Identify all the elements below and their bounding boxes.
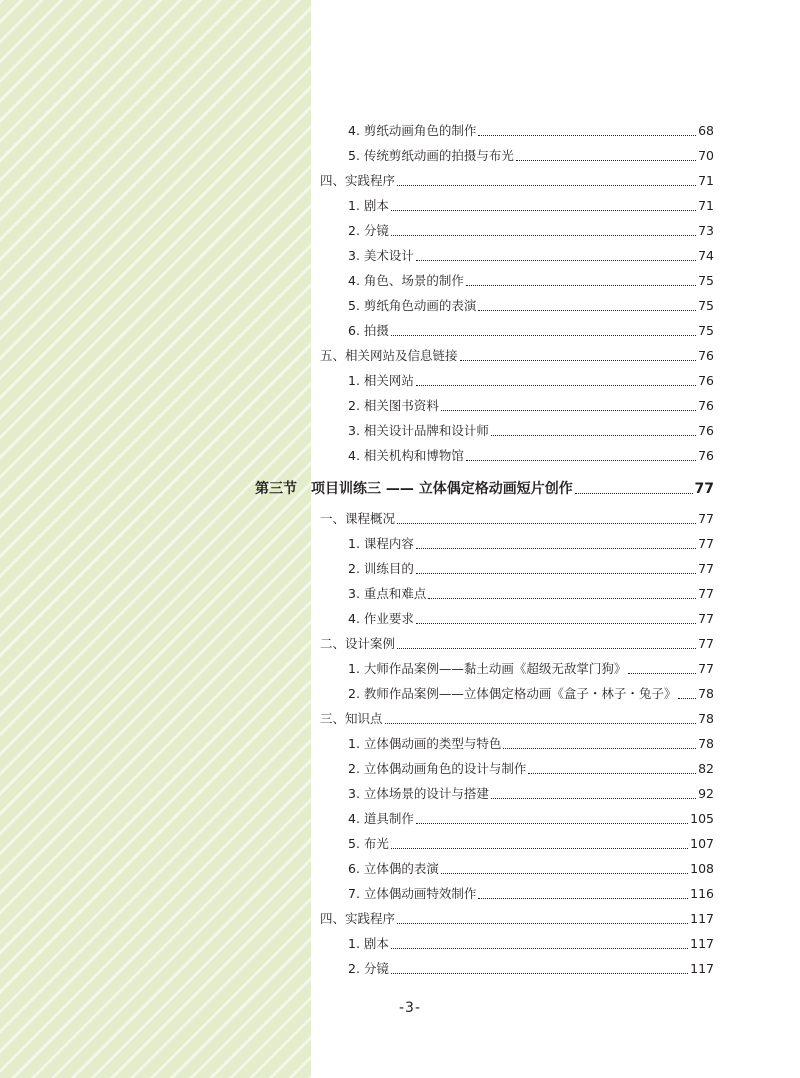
toc-entry[interactable] [348,681,714,703]
toc-entry-page: 76 [698,398,714,413]
toc-entry-page: 105 [690,811,714,826]
toc-entry[interactable] [348,781,714,803]
toc-entry-page: 78 [698,686,714,701]
toc-entry-page: 74 [698,248,714,263]
toc-entry-page: 76 [698,423,714,438]
leader-dots [416,385,696,386]
toc-entry[interactable] [348,118,714,140]
toc-entry-label: 3. 立体场景的设计与搭建 [348,786,489,801]
toc-entry-label: 1. 剧本 [348,198,389,213]
toc-entry[interactable] [348,931,714,953]
toc-entry-page: 77 [698,636,714,651]
toc-entry-label: 二、设计案例 [320,636,396,651]
toc-entry-page: 73 [698,223,714,238]
leader-dots [397,923,688,924]
toc-entry[interactable] [348,531,714,553]
toc-entry[interactable] [320,631,714,653]
toc-entry-label: 2. 训练目的 [348,561,414,576]
leader-dots [491,798,696,799]
leader-dots [416,623,696,624]
toc-entry-page: 68 [698,123,714,138]
toc-entry[interactable] [320,343,714,365]
leader-dots [441,873,688,874]
toc-entry[interactable] [348,193,714,215]
toc-entry[interactable] [348,756,714,778]
leader-dots [416,548,696,549]
toc-entry[interactable] [348,731,714,753]
toc-entry-label: 5. 布光 [348,836,389,851]
toc-entry-page: 117 [690,911,714,926]
toc-entry-page: 77 [698,536,714,551]
toc-entry-page: 76 [698,448,714,463]
toc-entry[interactable] [320,168,714,190]
toc-entry-label: 4. 角色、场景的制作 [348,273,464,288]
leader-dots [466,285,696,286]
leader-dots [416,573,696,574]
toc-entry-label: 5. 剪纸角色动画的表演 [348,298,477,313]
toc-entry-label: 4. 剪纸动画角色的制作 [348,123,477,138]
toc-entry[interactable] [348,143,714,165]
toc-entry[interactable] [348,856,714,878]
toc-entry[interactable] [348,293,714,315]
toc-entry[interactable] [348,318,714,340]
leader-dots [416,260,696,261]
toc-entry[interactable] [348,556,714,578]
toc-entry[interactable] [320,706,714,728]
leader-dots [575,493,693,494]
toc-entry-page: 78 [698,711,714,726]
toc-entry[interactable] [348,243,714,265]
toc-entry-page: 76 [698,373,714,388]
leader-dots [528,773,696,774]
leader-dots [503,748,696,749]
toc-entry-page: 75 [698,273,714,288]
toc-entry-label: 三、知识点 [320,711,383,726]
toc-entry[interactable] [348,606,714,628]
toc-entry[interactable] [348,831,714,853]
toc-entry-label: 2. 教师作品案例——立体偶定格动画《盒子・林子・兔子》 [348,686,677,701]
leader-dots [428,598,696,599]
toc-entry-label: 2. 相关图书资料 [348,398,439,413]
toc-entry-page: 76 [698,348,714,363]
toc-entry[interactable] [348,393,714,415]
toc-entry-label: 5. 传统剪纸动画的拍摄与布光 [348,148,514,163]
toc-entry-label: 4. 道具制作 [348,811,414,826]
leader-dots [516,160,696,161]
toc-entry-page: 82 [698,761,714,776]
toc-entry-label: 3. 美术设计 [348,248,414,263]
toc-entry-label: 1. 课程内容 [348,536,414,551]
toc-entry[interactable] [348,806,714,828]
toc-entry[interactable] [348,218,714,240]
leader-dots [391,335,696,336]
toc-entry-page: 71 [698,173,714,188]
toc-entry[interactable] [348,881,714,903]
toc-entry-page: 75 [698,323,714,338]
leader-dots [478,898,688,899]
toc-entry-page: 92 [698,786,714,801]
toc-entry-page: 77 [698,511,714,526]
leader-dots [391,948,688,949]
toc-entry-page: 77 [694,481,714,497]
toc-entry-label: 7. 立体偶动画特效制作 [348,886,477,901]
leader-dots [628,673,696,674]
page-number: -3- [398,1000,421,1016]
toc-entry-page: 78 [698,736,714,751]
toc-entry[interactable] [320,906,714,928]
toc-entry-label: 4. 作业要求 [348,611,414,626]
leader-dots [391,235,696,236]
toc-entry-label: 2. 立体偶动画角色的设计与制作 [348,761,527,776]
toc-entry[interactable] [348,581,714,603]
toc-entry-label: 4. 相关机构和博物馆 [348,448,464,463]
toc-entry[interactable] [348,443,714,465]
toc-entry-page: 77 [698,561,714,576]
toc-entry[interactable] [348,418,714,440]
toc-entry[interactable] [348,656,714,678]
toc-entry-label: 3. 相关设计品牌和设计师 [348,423,489,438]
toc-entry[interactable] [348,268,714,290]
leader-dots [391,210,696,211]
toc-entry[interactable] [320,506,714,528]
toc-entry-page: 77 [698,661,714,676]
leader-dots [466,460,696,461]
toc-entry-label: 1. 相关网站 [348,373,414,388]
toc-entry-label: 1. 剧本 [348,936,389,951]
toc-entry-page: 70 [698,148,714,163]
toc-entry-page: 117 [690,961,714,976]
leader-dots [460,360,697,361]
toc-entry-page: 71 [698,198,714,213]
toc-entry[interactable] [348,368,714,390]
toc-entry-label: 1. 大师作品案例——黏土动画《超级无敌掌门狗》 [348,661,627,676]
toc-entry-label: 6. 立体偶的表演 [348,861,439,876]
leader-dots [385,723,697,724]
leader-dots [391,848,688,849]
toc-entry-label: 2. 分镜 [348,961,389,976]
toc-entry-page: 116 [690,886,714,901]
toc-entry-label: 五、相关网站及信息链接 [320,348,458,363]
leader-dots [478,135,696,136]
toc-entry-page: 108 [690,861,714,876]
toc-entry-label: 1. 立体偶动画的类型与特色 [348,736,502,751]
toc-entry-label: 2. 分镜 [348,223,389,238]
leader-dots [397,185,696,186]
toc-section-heading[interactable] [255,476,714,498]
toc-entry-page: 117 [690,936,714,951]
toc-entry-label: 6. 拍摄 [348,323,389,338]
leader-dots [478,310,696,311]
toc-entry[interactable] [348,956,714,978]
toc-entry-page: 77 [698,586,714,601]
toc-entry-label: 一、课程概况 [320,511,396,526]
toc-entry-label: 四、实践程序 [320,173,396,188]
leader-dots [491,435,696,436]
toc-entry-page: 77 [698,611,714,626]
toc-entry-page: 107 [690,836,714,851]
leader-dots [416,823,688,824]
toc-entry-label: 第三节 项目训练三 —— 立体偶定格动画短片创作 [255,481,573,497]
leader-dots [397,523,696,524]
leader-dots [391,973,688,974]
toc-entry-label: 四、实践程序 [320,911,396,926]
leader-dots [441,410,696,411]
toc-entry-label: 3. 重点和难点 [348,586,427,601]
leader-dots [397,648,696,649]
toc-entry-page: 75 [698,298,714,313]
leader-dots [678,698,696,699]
